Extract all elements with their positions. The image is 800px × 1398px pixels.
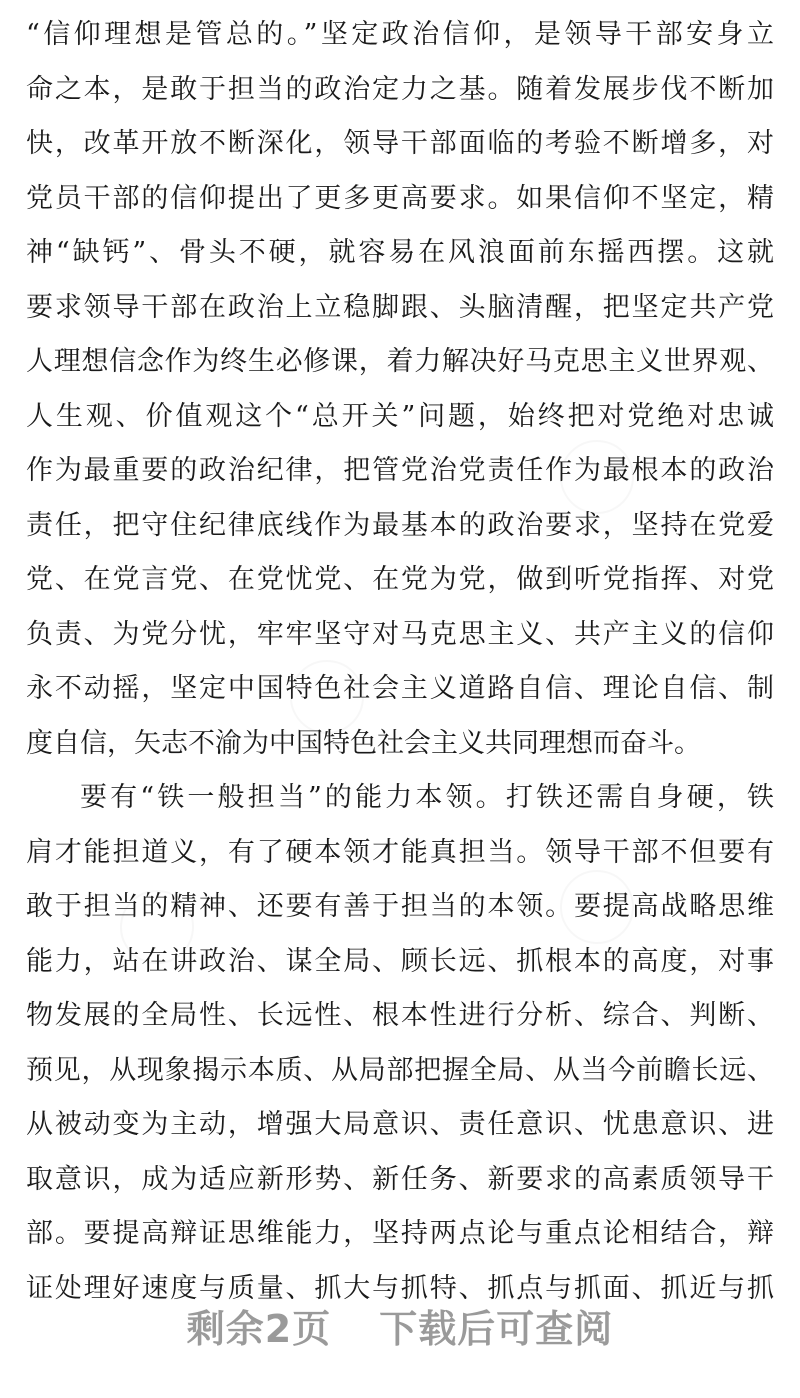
text-line: 取意识，成为适应新形势、新任务、新要求的高素质领导干: [26, 1163, 774, 1195]
text-line: 肩才能担道义，有了硬本领才能真担当。领导干部不但要有: [26, 836, 774, 868]
text-line: 神“缺钙”、骨头不硬，就容易在风浪面前东摇西摆。这就: [26, 237, 774, 268]
text-line: 从被动变为主动，增强大局意识、责任意识、忧患意识、进: [26, 1109, 774, 1140]
document-body: [26, 8, 774, 1316]
download-prompt[interactable]: [0, 1298, 800, 1358]
text-line: 快，改革开放不断深化，领导干部面临的考验不断增多，对: [26, 128, 774, 159]
text-line: 人理想信念作为终生必修课，着力解决好马克思主义世界观、: [26, 346, 774, 377]
text-line: 人生观、价值观这个“总开关”问题，始终把对党绝对忠诚: [26, 400, 774, 432]
text-line: 党员干部的信仰提出了更多更高要求。如果信仰不坚定，精: [26, 182, 774, 214]
text-line: “信仰理想是管总的。”坚定政治信仰，是领导干部安身立: [26, 19, 774, 50]
text-line: 永不动摇，坚定中国特色社会主义道路自信、理论自信、制: [26, 673, 774, 704]
text-line: 责任，把守住纪律底线作为最基本的政治要求，坚持在党爱: [26, 509, 774, 541]
text-line: 作为最重要的政治纪律，把管党治党责任作为最根本的政治: [26, 455, 774, 486]
text-line: 要有“铁一般担当”的能力本领。打铁还需自身硬，铁: [80, 782, 774, 813]
text-line: 负责、为党分忧，牢牢坚守对马克思主义、共产主义的信仰: [26, 618, 774, 650]
text-line: 证处理好速度与质量、抓大与抓特、抓点与抓面、抓近与抓: [26, 1272, 774, 1304]
text-line: 要求领导干部在政治上立稳脚跟、头脑清醒，把坚定共产党: [26, 291, 774, 323]
text-line: 部。要提高辩证思维能力，坚持两点论与重点论相结合，辩: [26, 1218, 774, 1249]
text-line: 预见，从现象揭示本质、从局部把握全局、从当今前瞻长远、: [26, 1054, 774, 1086]
text-line: 能力，站在讲政治、谋全局、顾长远、抓根本的高度，对事: [26, 945, 774, 977]
text-line: 敢于担当的精神、还要有善于担当的本领。要提高战略思维: [26, 891, 774, 922]
text-line: 物发展的全局性、长远性、根本性进行分析、综合、判断、: [26, 1000, 774, 1031]
remaining-pages-label: 剩余2页: [186, 1307, 332, 1351]
text-line: 党、在党言党、在党忧党、在党为党，做到听党指挥、对党: [26, 564, 774, 595]
text-line: 度自信，矢志不渝为中国特色社会主义共同理想而奋斗。: [26, 727, 701, 759]
download-to-view-label[interactable]: 下载后可查阅: [379, 1307, 614, 1351]
text-line: 命之本，是敢于担当的政治定力之基。随着发展步伐不断加: [26, 73, 774, 105]
